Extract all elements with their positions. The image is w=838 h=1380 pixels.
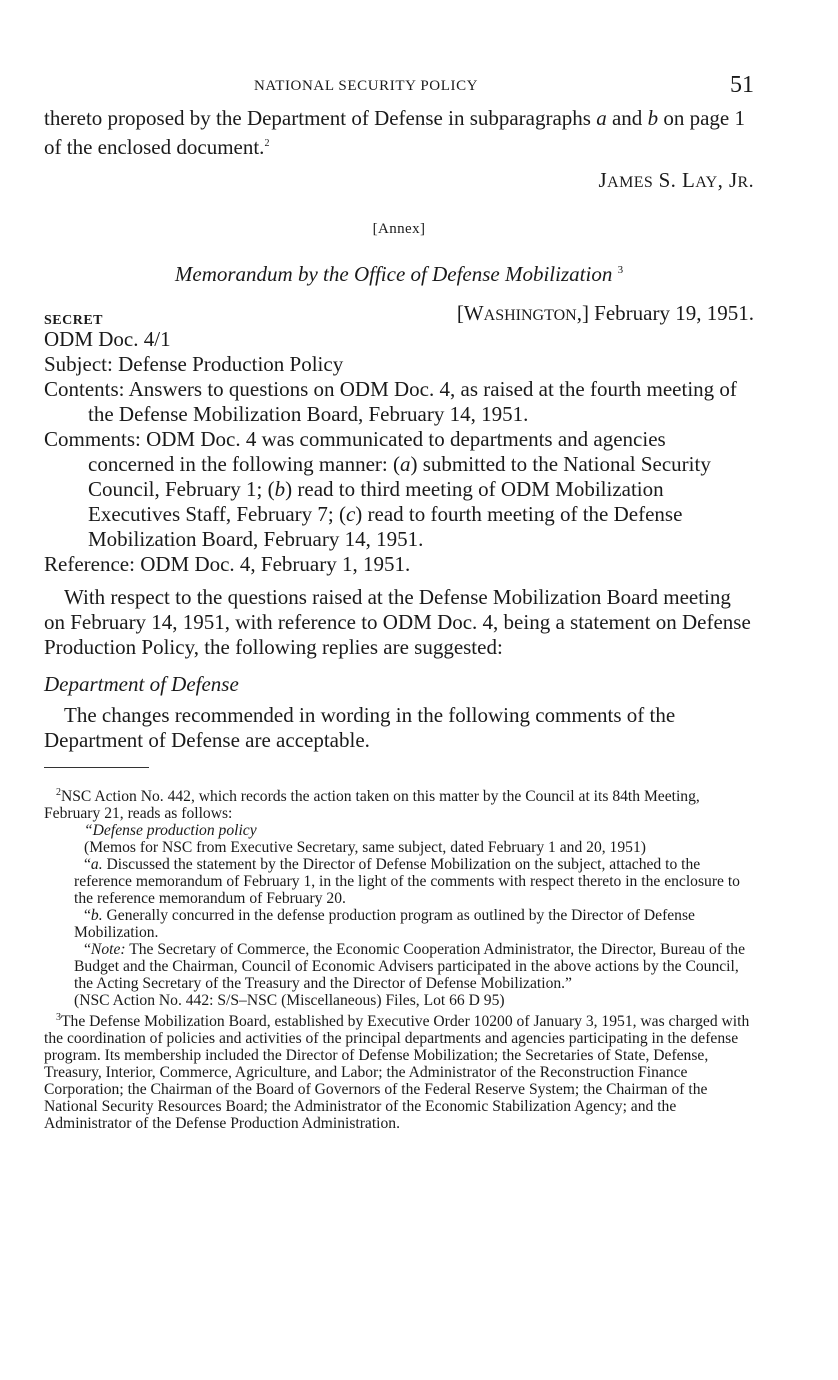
- footnote-2-quote: [44, 822, 754, 1009]
- subject-text: Defense Production Policy: [118, 352, 344, 376]
- reference-label: Reference:: [44, 552, 135, 576]
- date-text: ,] February 19, 1951.: [576, 301, 754, 325]
- quote-a-text: Discussed the statement by the Director of Defense Mobilization on the subject, attached to the reference memorandum of February 1, in the light of the comments with respect thereto in the enclosure to the reference memorandum of February 20.: [74, 856, 740, 908]
- quote-note-text: The Secretary of Commerce, the Economic Cooperation Administrator, the Director, Bureau of the Budget and the Chairman, Council of Economic Advisers participated in the above actions by the Council, the Acting Secretary of the Treasury and the Director of Defense Mobilization.”: [74, 941, 745, 993]
- signature-suffix: R: [737, 174, 749, 191]
- footnote-3-marker: 3: [56, 1012, 61, 1024]
- subject-field: [44, 352, 754, 377]
- date-location: [457, 301, 754, 328]
- signature: [44, 168, 754, 195]
- contents-field: [44, 377, 754, 427]
- quote-b-text: Generally concurred in the defense production program as outlined by the Director of Defense Mobilization.: [74, 907, 695, 942]
- memo-title-text: Memorandum by the Office of Defense Mobilization: [174, 262, 613, 286]
- doc-number: ODM Doc. 4/1: [44, 327, 171, 351]
- quote-heading: “Defense production policy: [84, 822, 257, 840]
- comments-item-c: c: [345, 502, 356, 526]
- body-text: [44, 106, 754, 753]
- quote-note-open: “: [84, 941, 91, 959]
- intro-text-mid: and: [606, 106, 648, 130]
- dateline: [44, 301, 754, 327]
- body-paragraph-2: The changes recommended in wording in the following comments of the Department of Defense are acceptable.: [44, 703, 676, 752]
- comments-text: ODM Doc. 4 was communicated to departments and agencies concerned in the following manner: (: [88, 427, 666, 476]
- classification-marking: SECRET: [44, 313, 104, 328]
- intro-text: thereto proposed by the Department of Defense in subparagraphs: [44, 106, 597, 130]
- footnote-3: [44, 1009, 754, 1132]
- contents-label: Contents:: [44, 377, 125, 401]
- signature-middle: S. L: [658, 168, 696, 192]
- intro-text-end: on page 1 of the enclosed document.: [44, 106, 745, 159]
- subparagraph-a-ref: a: [596, 106, 607, 130]
- comments-label: Comments:: [44, 427, 141, 451]
- reference-text: ODM Doc. 4, February 1, 1951.: [140, 552, 411, 576]
- document-page: [44, 74, 754, 1132]
- subject-label: Subject:: [44, 352, 113, 376]
- quote-note-label: Note:: [90, 941, 126, 959]
- date-place-open: [W: [456, 301, 484, 325]
- footnote-divider: [44, 767, 149, 768]
- footnote-ref-3: 3: [617, 264, 624, 276]
- running-head: [44, 74, 754, 106]
- signature-initial: J: [598, 168, 608, 192]
- subparagraph-b-ref: b: [647, 106, 659, 130]
- comments-item-a: a: [399, 452, 411, 476]
- footnote-ref-2: 2: [264, 138, 270, 149]
- reference-field: [44, 552, 754, 577]
- signature-last-name: AY: [695, 174, 718, 191]
- comments-text-2: ) submitted to the National Security Council, February 1; (: [88, 452, 711, 501]
- signature-first-name: AMES: [607, 174, 654, 191]
- running-head-title: NATIONAL SECURITY POLICY: [254, 78, 479, 94]
- comments-text-4: ) read to fourth meeting of the Defense Mobilization Board, February 14, 1951.: [88, 502, 683, 551]
- page-number: 51: [730, 72, 754, 98]
- quote-item-a: [74, 856, 754, 907]
- contents-text: Answers to questions on ODM Doc. 4, as raised at the fourth meeting of the Defense Mobilization Board, February 14, 1951.: [88, 377, 737, 426]
- comments-field: [44, 427, 754, 552]
- comments-item-b: b: [274, 477, 286, 501]
- quote-b-letter: b.: [90, 907, 103, 925]
- comments-text-3: ) read to third meeting of ODM Mobilization Executives Staff, February 7; (: [88, 477, 664, 526]
- quote-a-letter: a.: [90, 856, 103, 874]
- quote-item-b: [74, 907, 754, 941]
- body-paragraph-1: With respect to the questions raised at the Defense Mobilization Board meeting on February 14, 1951, with reference to ODM Doc. 4, being a statement on Defense Production Policy, the following replies are suggested:: [44, 585, 751, 659]
- section-heading: Department of Defense: [44, 672, 239, 696]
- quote-a-open: “: [84, 856, 91, 874]
- date-place: ASHINGTON: [483, 307, 577, 324]
- footnote-2-marker: 2: [56, 787, 61, 798]
- signature-suffix-initial: , J: [717, 168, 738, 192]
- quote-note: [74, 941, 754, 992]
- annex-label: [Annex]: [372, 221, 426, 237]
- intro-paragraph: [44, 106, 754, 160]
- footnote-2-text: NSC Action No. 442, which records the action taken on this matter by the Council at its 84th Meeting, February 21, reads as follows:: [44, 788, 700, 823]
- quote-memos: (Memos for NSC from Executive Secretary, same subject, dated February 1 and 20, 1951): [84, 839, 646, 857]
- quote-source: (NSC Action No. 442: S/S–NSC (Miscellaneous) Files, Lot 66 D 95): [74, 992, 505, 1010]
- footnotes: [44, 784, 754, 1132]
- footnote-3-text: The Defense Mobilization Board, established by Executive Order 10200 of January 3, 1951, was charged with the coordination of policies and activities of the principal departments and agencies participating in the defense program. Its membership included the Director of Defense Mobilization; the Secretaries of State, Defense, Treasury, Interior, Commerce, Agriculture, and Labor; the Administrator of the Reconstruction Finance Corporation; the Chairman of the Board of Governors of the Federal Reserve System; the Chairman of the National Security Resources Board; the Administrator of the Economic Stabilization Agency; and the Administrator of the Defense Production Administration.: [44, 1013, 750, 1133]
- quote-b-open: “: [84, 907, 91, 925]
- signature-period: .: [748, 170, 754, 192]
- memo-title: [44, 258, 754, 287]
- footnote-2: [44, 784, 754, 822]
